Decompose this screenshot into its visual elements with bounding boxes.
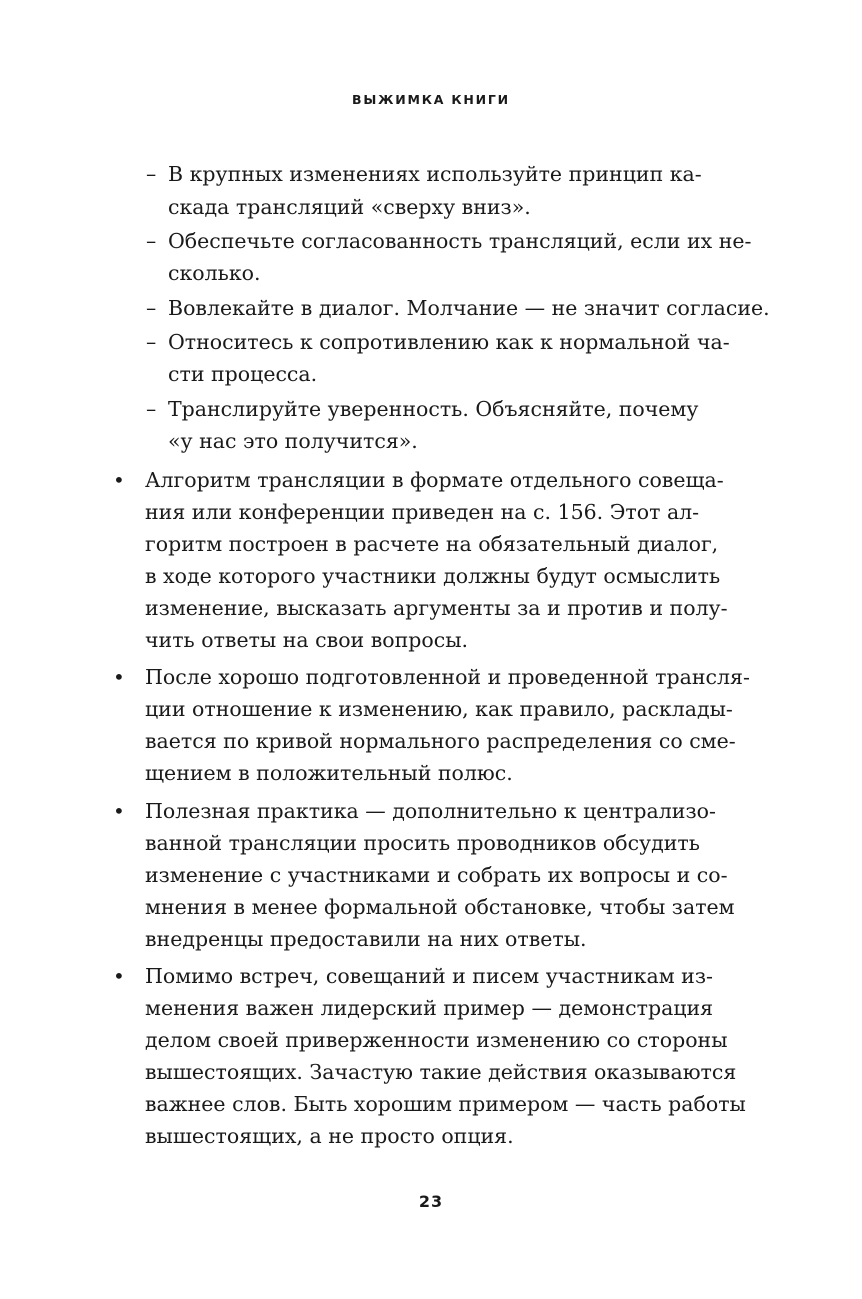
text-line: важнее слов. Быть хорошим примером — часть работы [145,1092,746,1116]
text-line: изменение с участниками и собрать их вопросы и со- [145,863,728,887]
running-header: ВЫЖИМКА КНИГИ [352,92,510,107]
text-line: В крупных изменениях используйте принцип ка- [168,162,702,186]
text-line: в ходе которого участники должны будут осмыслить [145,564,721,588]
text-line: Полезная практика — дополнительно к централизо- [145,799,716,823]
text-line: сколько. [168,261,261,285]
text-line: вышестоящих, а не просто опция. [145,1124,514,1148]
text-line: ванной трансляции просить проводников обсудить [145,831,700,855]
text-line: Вовлекайте в диалог. Молчание — не значит согласие. [168,296,770,320]
bullet-marker: • [113,964,125,988]
dash-marker: – [146,330,157,354]
text-line: мнения в менее формальной обстановке, чтобы затем [145,895,735,919]
text-line: ции отношение к изменению, как правило, расклады- [145,697,733,721]
bullet-marker: • [113,468,125,492]
text-line: Обеспечьте согласованность трансляций, если их не- [168,229,752,253]
text-line: щением в положительный полюс. [145,761,513,785]
dash-marker: – [146,162,157,186]
text-line: чить ответы на свои вопросы. [145,628,469,652]
text-line: делом своей приверженности изменению со стороны [145,1028,728,1052]
dash-marker: – [146,229,157,253]
text-line: вышестоящих. Зачастую такие действия оказываются [145,1060,737,1084]
text-line: вается по кривой нормального распределения со сме- [145,729,736,753]
page-number: 23 [418,1192,444,1211]
bullet-marker: • [113,799,125,823]
text-line: внедренцы предоставили на них ответы. [145,927,587,951]
text-line: ния или конференции приведен на с. 156. Этот ал- [145,500,700,524]
text-line: горитм построен в расчете на обязательный диалог, [145,532,719,556]
bullet-marker: • [113,665,125,689]
text-line: После хорошо подготовленной и проведенной трансля- [145,665,750,689]
text-line: Относитесь к сопротивлению как к нормальной ча- [168,330,730,354]
text-line: менения важен лидерский пример — демонстрация [145,996,714,1020]
text-line: Алгоритм трансляции в формате отдельного совеща- [145,468,724,492]
text-line: сти процесса. [168,362,318,386]
text-line: изменение, высказать аргументы за и против и полу- [145,596,728,620]
text-line: Помимо встреч, совещаний и писем участникам из- [145,964,713,988]
dash-marker: – [146,397,157,421]
text-line: «у нас это получится». [168,429,418,453]
dash-marker: – [146,296,157,320]
text-line: Транслируйте уверенность. Объясняйте, почему [168,397,699,421]
text-line: скада трансляций «сверху вниз». [168,195,531,219]
